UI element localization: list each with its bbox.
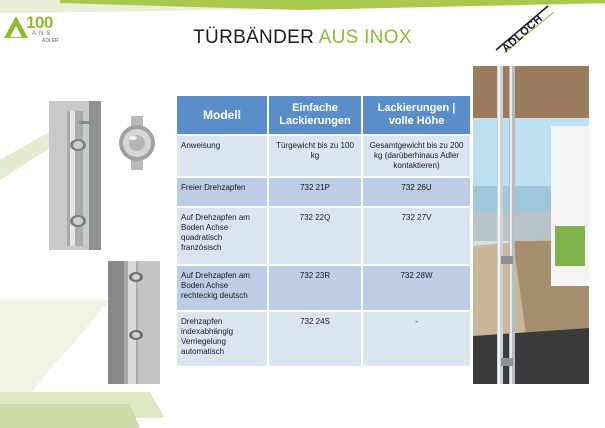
logo-number: 100 bbox=[26, 13, 53, 32]
table-cell: Freier Drehzapfen bbox=[177, 178, 267, 206]
hinge-spec-table bbox=[175, 94, 472, 368]
table-cell: 732 22Q bbox=[269, 208, 361, 264]
table-cell: 732 23R bbox=[269, 266, 361, 310]
logo-ans: ANS bbox=[32, 31, 54, 37]
hinge-installed-photo bbox=[108, 261, 160, 384]
table-cell: 732 27V bbox=[363, 208, 470, 264]
table-row bbox=[177, 178, 470, 206]
table-cell: Auf Drehzapfen am Boden Achse quadratisch französisch bbox=[177, 208, 267, 264]
hinge-cap-photo bbox=[111, 116, 163, 170]
title-main: TÜRBÄNDER bbox=[193, 27, 315, 48]
brand-name: ADLOCH bbox=[500, 12, 546, 55]
table-cell: Anweisung bbox=[177, 136, 267, 176]
table-cell: Auf Drehzapfen am Boden Achse rechteckig deutsch bbox=[177, 266, 267, 310]
table-row bbox=[177, 312, 470, 366]
table-row bbox=[177, 136, 470, 176]
table-cell: 732 26U bbox=[363, 178, 470, 206]
table-cell: Drehzapfen indexabhängig Verriegelung automatisch bbox=[177, 312, 267, 366]
glass-door-photo bbox=[473, 66, 589, 384]
table-header-row bbox=[177, 96, 470, 134]
table-row bbox=[177, 266, 470, 310]
header-full-height-coating: Lackierungen | volle Höhe bbox=[363, 96, 470, 134]
header-model: Modell bbox=[177, 96, 267, 134]
table-cell: Türgewicht bis zu 100 kg bbox=[269, 136, 361, 176]
table-cell: Gesamtgewicht bis zu 200 kg (darüberhinaus Adler kontaktieren) bbox=[363, 136, 470, 176]
table-cell: 732 28W bbox=[363, 266, 470, 310]
header-simple-coating: Einfache Lackierungen bbox=[269, 96, 361, 134]
table-cell: - bbox=[363, 312, 470, 366]
adloch-logo bbox=[494, 4, 556, 54]
logo-company: ADLER bbox=[42, 38, 59, 44]
title-accent: AUS INOX bbox=[318, 27, 412, 48]
table-cell: 732 24S bbox=[269, 312, 361, 366]
table-cell: 732 21P bbox=[269, 178, 361, 206]
table-row bbox=[177, 208, 470, 264]
hinge-photo-large bbox=[49, 101, 101, 250]
